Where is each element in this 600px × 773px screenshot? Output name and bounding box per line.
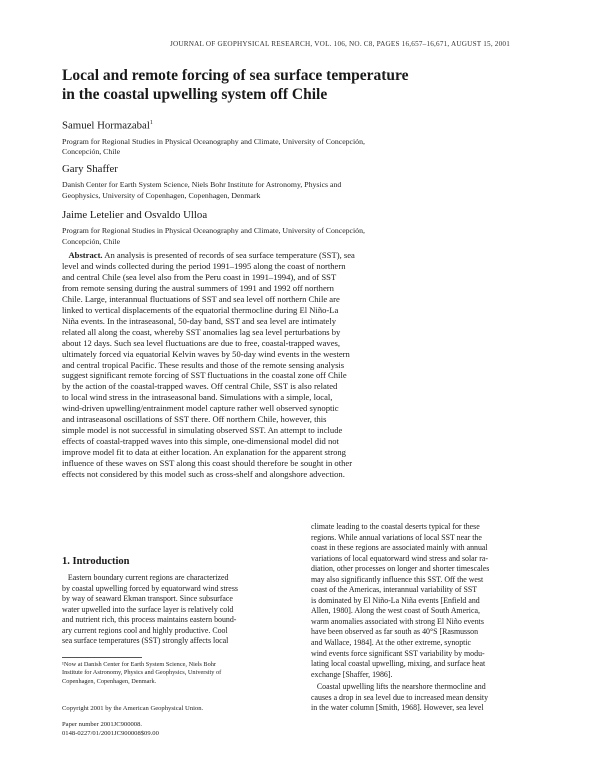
body-line: and Wallace, 1984]. At the other extreme, synoptic xyxy=(311,638,472,648)
abstract-line: related all along the coast, whereby SST anomalies lag sea level perturbations by xyxy=(62,326,341,337)
abstract-line: linked to vertical displacements of the equatorial thermocline during El Niño-La xyxy=(62,304,339,315)
abstract-line: improve model fit to data at either location. An explanation for the apparent strong xyxy=(62,447,346,458)
affiliation-line: Program for Regional Studies in Physical Oceanography and Climate, University of Concepción, xyxy=(62,226,365,235)
left-column xyxy=(62,556,304,739)
abstract-line: and intraseasonal oscillations of SST there. Off northern Chile, however, this xyxy=(62,414,327,425)
author-block xyxy=(62,163,542,201)
body-line: lating local coastal upwelling, mixing, and surface heat xyxy=(311,659,486,669)
journal-header: JOURNAL OF GEOPHYSICAL RESEARCH, VOL. 106, NO. C8, PAGES 16,657–16,671, AUGUST 15, 2001 xyxy=(169,40,510,48)
abstract-line: Chile. Large, interannual fluctuations of SST and sea level off northern Chile are xyxy=(62,293,340,304)
affiliation-line: Geophysics, University of Copenhagen, Copenhagen, Denmark xyxy=(62,190,261,200)
author-name: Samuel Hormazabal$^1$ xyxy=(62,119,153,132)
abstract-line: by the action of the coastal-trapped waves. Off central Chile, SST is also related xyxy=(62,381,338,392)
right-column xyxy=(311,522,553,714)
author-affiliation xyxy=(62,226,542,247)
title-line: Local and remote forcing of sea surface temperature xyxy=(62,67,409,84)
body-line: coast in these regions are associated mainly with annual xyxy=(311,543,488,553)
body-line: by coastal upwelling forced by equatorward wind stress xyxy=(62,583,238,593)
paper-title xyxy=(62,66,542,104)
body-line: exchange [Shaffer, 1986]. xyxy=(311,669,393,679)
body-line: in the water column [Smith, 1968]. However, sea level xyxy=(311,703,484,713)
body-paragraph xyxy=(311,682,553,714)
abstract-line: wind-driven upwelling/entrainment model capture rather well observed synoptic xyxy=(62,403,339,414)
body-line: Allen, 1980]. Along the west coast of South America, xyxy=(311,606,480,616)
body-line: variations of local equatorward wind stress and solar ra- xyxy=(311,553,489,563)
abstract-line: simple model is not successful in simulating observed SST. An attempt to include xyxy=(62,425,343,436)
abstract-line: effects of coastal-trapped waves into this simple, one-dimensional model did not xyxy=(62,436,339,447)
author-block xyxy=(62,117,542,158)
abstract-line: to local wind stress in the intraseasonal band. Simulations with a simple, local, xyxy=(62,392,333,403)
abstract-line: ultimately forced via equatorial Kelvin waves by 50-day wind events in the western xyxy=(62,348,350,359)
copyright-notice xyxy=(62,705,304,739)
body-line: wind events force significant SST variability by modu- xyxy=(311,648,485,658)
body-line: ary current regions cool and highly productive. Cool xyxy=(62,625,228,635)
body-line: diation, other processes on longer and shorter timescales xyxy=(311,564,490,574)
footnote-rule xyxy=(62,657,142,658)
abstract-line: Niña events. In the intraseasonal, 50-day band, SST and sea level are intimately xyxy=(62,315,337,326)
abstract-line: and central Chile (sea level also from the Peru coast in 1991–1994), and of SST xyxy=(62,271,337,282)
body-paragraph xyxy=(311,522,553,680)
author-name: Gary Shaffer xyxy=(62,163,118,175)
body-line: and nutrient rich, this process maintains eastern bound- xyxy=(62,615,237,625)
body-line: climate leading to the coastal deserts typical for these xyxy=(311,522,480,531)
author-affiliation xyxy=(62,137,542,158)
body-line: sea surface temperatures (SST) strongly affects local xyxy=(62,636,229,646)
section-heading: 1. Introduction xyxy=(62,556,130,567)
affiliation-line: Danish Center for Earth System Science, Niels Bohr Institute for Astronomy, Physics and xyxy=(62,180,342,189)
author-name: Jaime Letelier and Osvaldo Ulloa xyxy=(62,209,208,221)
body-line: water upwelled into the surface layer is relatively cold xyxy=(62,604,234,614)
body-line: may also significantly influence this SST. Off the west xyxy=(311,574,484,584)
body-line: coast of the Americas, interannual variability of SST xyxy=(311,585,478,595)
abstract-line: about 12 days. Such sea level fluctuations are due to free, coastal-trapped waves, xyxy=(62,337,341,348)
abstract-label: Abstract. xyxy=(68,250,103,260)
abstract-line: from remote sensing during the austral summers of 1991 and 1992 off northern xyxy=(62,282,334,293)
body-line: by way of seaward Ekman transport. Since subsurface xyxy=(62,594,233,604)
abstract-line: effects not considered by this model such as cross-shelf and alongshore advection. xyxy=(62,469,345,480)
body-line: causes a drop in sea level due to increased mean density xyxy=(311,692,489,702)
footnote-line: Institute for Astronomy, Physics and Geophysics, University of xyxy=(62,669,222,677)
abstract-line: Abstract. An analysis is presented of records of sea surface temperature (SST), sea xyxy=(68,250,355,260)
copyright-line: Copyright 2001 by the American Geophysical Union. xyxy=(62,704,204,712)
abstract-line: suggest significant remote forcing of SST fluctuations in the coastal zone off Chile xyxy=(62,370,347,381)
footnote-line: ¹Now at Danish Center for Earth System Science, Niels Bohr xyxy=(62,660,217,668)
footnote-line: Copenhagen, Copenhagen, Denmark. xyxy=(62,678,157,686)
abstract-line: influence of these waves on SST along this coast should therefore be sought in other xyxy=(62,458,353,469)
body-line: is dominated by El Niño-La Niña events [Enfield and xyxy=(311,595,480,605)
author-block xyxy=(62,209,542,247)
affiliation-line: Program for Regional Studies in Physical Oceanography and Climate, University of Concepción, xyxy=(62,136,365,146)
body-line: regions. While annual variations of local SST near the xyxy=(311,532,482,542)
body-line: Coastal upwelling lifts the nearshore thermocline and xyxy=(316,682,486,692)
paper-number: Paper number 2001JC900008. xyxy=(62,721,143,729)
body-paragraph xyxy=(62,573,304,647)
abstract-line: level and winds collected during the period 1991–1995 along the coast of northern xyxy=(62,260,346,271)
affiliation-line: Concepción, Chile xyxy=(62,236,121,246)
affiliation-line: Concepción, Chile xyxy=(62,147,121,157)
author-affiliation xyxy=(62,180,542,201)
body-line: have been observed as far south as 40°S [Rasmusson xyxy=(311,627,479,637)
title-line: in the coastal upwelling system off Chile xyxy=(62,86,328,103)
footnote xyxy=(62,661,304,687)
body-line: Eastern boundary current regions are characterized xyxy=(67,573,229,582)
footnote-marker: 1 xyxy=(149,120,153,126)
abstract-line: and central tropical Pacific. These results and those of the remote sensing analysis xyxy=(62,359,345,370)
paper-code: 0148-0227/01/2001JC900008$09.00 xyxy=(62,730,159,738)
body-line: warm anomalies associated with strong El Niño events xyxy=(311,616,484,626)
abstract xyxy=(62,250,542,480)
